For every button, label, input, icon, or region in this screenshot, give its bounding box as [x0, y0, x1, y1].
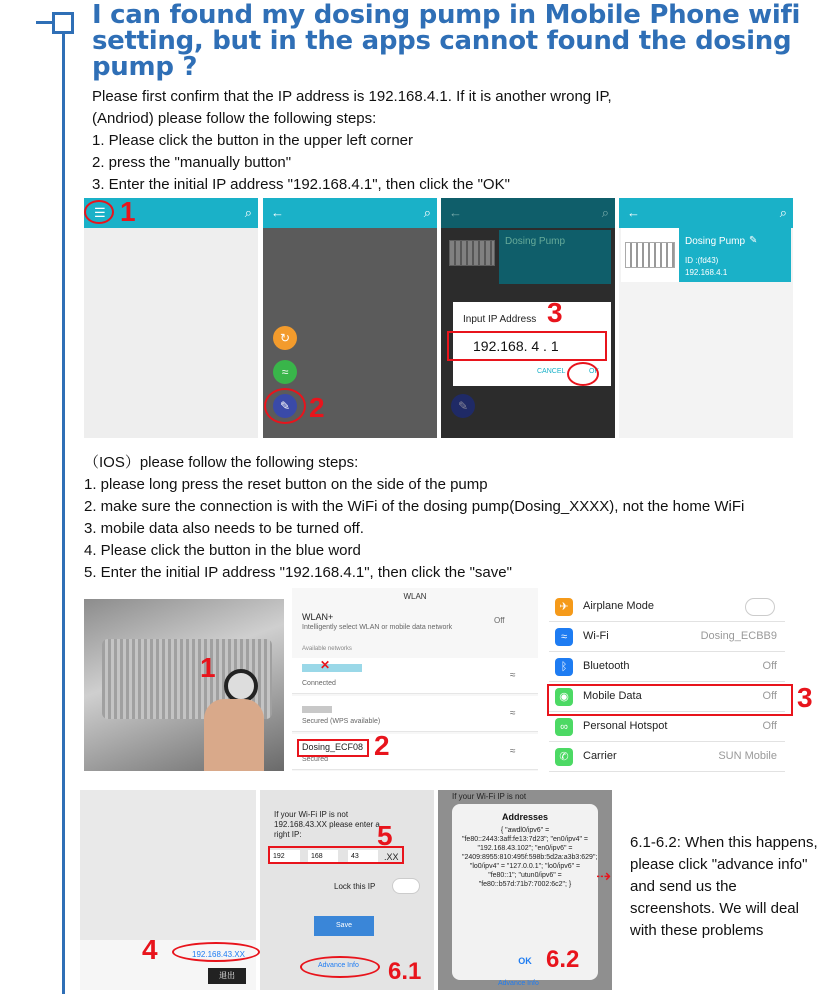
lock-ip-label: Lock this IP [334, 882, 376, 891]
wifi-icon[interactable]: ≈ [273, 360, 297, 384]
android-screen-home [84, 198, 258, 438]
wifi-message: If your Wi-Fi IP is not 192.168.43.XX please enter a right IP: [274, 810, 380, 839]
network-status: Connected [302, 680, 336, 687]
ios-line: 5. Enter the initial IP address "192.168.4.1", then click the "save" [84, 564, 512, 581]
settings-row-label: Airplane Mode [583, 600, 654, 612]
pump-photo [84, 599, 284, 771]
step-number: 6.2 [546, 946, 580, 973]
settings-row-value: Off [762, 690, 777, 702]
blurred-network-name [302, 664, 362, 672]
addresses-body: { "awdl0/ipv6" = "fe80::2443:3aff:fe13:7d23"; "en0/ipv4" = "192.168.43.102"; "en0/ipv6" = "2409:8955:810:495f:598b:5d2a:a3b3:629"; "lo0/ipv4" = "127.0.0.1"; "lo0/ipv6" = "fe80::1"; "utun0/ipv6" = "fe80::b57d:71b7:7002:6c2"; } [462, 827, 598, 888]
ios-line: （IOS）please follow the following steps: [84, 454, 359, 471]
ios-addresses-screen [438, 790, 612, 990]
android-intro [92, 86, 612, 196]
ip-field[interactable]: 168 [308, 850, 338, 864]
network-row[interactable] [292, 696, 538, 732]
finger [204, 699, 264, 771]
pencil-icon[interactable]: ✎ [273, 394, 297, 418]
wlan-plus-toggle[interactable]: Off [494, 616, 505, 625]
android-line: (Andriod) please follow the following steps: [92, 110, 377, 127]
pencil-icon[interactable]: ✎ [749, 235, 758, 246]
ip-field[interactable]: 43 [348, 850, 378, 864]
ip-suffix: .XX [384, 852, 399, 862]
ios-line: 1. please long press the reset button on the side of the pump [84, 476, 488, 493]
android-line: 2. press the "manually button" [92, 154, 292, 171]
android-line: 3. Enter the initial IP address "192.168.4.1", then click the "OK" [92, 176, 510, 193]
pump-image [449, 240, 495, 266]
settings-row[interactable] [549, 592, 785, 622]
settings-row-label: Bluetooth [583, 660, 630, 672]
settings-row-icon: ✆ [555, 748, 573, 766]
settings-row-label: Wi-Fi [583, 630, 609, 642]
back-arrow-icon[interactable]: ← [627, 205, 640, 220]
menu-icon[interactable]: ☰ [94, 205, 106, 220]
android-line: Please first confirm that the IP address is 192.168.4.1. If it is another wrong IP, [92, 88, 612, 105]
search-icon[interactable]: ⌕ [423, 205, 431, 220]
exit-button[interactable]: 退出 [208, 968, 246, 984]
highlight-ring [567, 362, 599, 386]
highlight-ring [172, 942, 260, 962]
app-bar [263, 198, 437, 228]
app-bar [619, 198, 793, 228]
ios-intro [84, 452, 744, 584]
highlight-box [447, 331, 607, 361]
lock-ip-toggle[interactable] [392, 878, 420, 894]
search-icon: ⌕ [601, 205, 609, 220]
android-line: 1. Please click the button in the upper left corner [92, 132, 414, 149]
highlight-ring [300, 956, 380, 978]
save-button[interactable]: Save [314, 916, 374, 936]
blurred-network-name [302, 706, 332, 713]
addresses-title: Addresses [501, 812, 549, 822]
search-icon[interactable]: ⌕ [244, 205, 252, 220]
wlan-plus-label: WLAN+ [302, 612, 334, 622]
ios-line: 2. make sure the connection is with the WiFi of the dosing pump(Dosing_XXXX), not the home WiFi [84, 498, 745, 515]
dialog-title: Input IP Address [463, 314, 537, 325]
airplane-toggle[interactable] [745, 598, 775, 616]
ok-button[interactable]: OK [589, 368, 600, 375]
app-bar [441, 198, 615, 228]
device-card-dim [499, 230, 611, 284]
settings-row[interactable] [549, 622, 785, 652]
cancel-button[interactable]: CANCEL [537, 368, 566, 375]
settings-row[interactable] [549, 742, 785, 772]
ip-input[interactable]: 192.168. 4 . 1 [473, 338, 559, 354]
settings-row-value: Off [762, 720, 777, 732]
bullet-square-icon [52, 12, 74, 34]
pump-image [625, 242, 675, 268]
settings-row-value: SUN Mobile [718, 750, 777, 762]
highlight-ring [84, 200, 114, 224]
step-number: 6.1 [388, 958, 422, 985]
settings-row-value: Off [762, 660, 777, 672]
wifi-icon: ≈ [510, 708, 516, 719]
ip-link[interactable]: 192.168.43.XX [192, 950, 245, 959]
settings-row[interactable] [549, 652, 785, 682]
settings-row[interactable] [549, 712, 785, 742]
advance-info-link[interactable]: Advance Info [498, 980, 539, 987]
network-name: Dosing_ECF08 [302, 742, 364, 752]
settings-row-icon: ∞ [555, 718, 573, 736]
step-number: 4 [142, 934, 158, 965]
android-screen-dialog [441, 198, 615, 438]
network-status: Secured [302, 756, 329, 763]
back-arrow-icon[interactable]: ← [271, 205, 284, 220]
settings-row-label: Personal Hotspot [583, 720, 668, 732]
available-networks-label: Available networks [302, 646, 352, 652]
wlan-plus-desc: Intelligently select WLAN or mobile data network [302, 624, 453, 631]
step-number: 1 [200, 652, 216, 683]
timeline-line [62, 22, 65, 994]
wlan-header: WLAN [403, 592, 427, 601]
pencil-icon: ✎ [451, 394, 475, 418]
device-ip: 192.168.4.1 [685, 268, 728, 277]
ios-line: 4. Please click the button in the blue word [84, 542, 361, 559]
arrow-right-icon: ⇢ [596, 866, 612, 886]
back-arrow-icon: ← [449, 205, 462, 220]
device-card[interactable] [679, 228, 791, 282]
device-id: ID :(fd43) [685, 256, 719, 265]
highlight-box [297, 739, 369, 757]
addresses-ok-button[interactable]: OK [518, 956, 532, 966]
ios-line: 3. mobile data also needs to be turned off. [84, 520, 364, 537]
refresh-icon[interactable]: ↻ [273, 326, 297, 350]
highlight-box [547, 684, 793, 716]
highlight-ring [264, 388, 306, 424]
advance-info-link[interactable]: Advance Info [318, 962, 359, 969]
wifi-icon: ≈ [510, 670, 516, 681]
settings-row-icon: ≈ [555, 628, 573, 646]
x-mark-icon: ✕ [320, 658, 331, 672]
step-number: 3 [547, 297, 563, 328]
wifi-message-top: If your Wi-Fi IP is not [452, 792, 527, 801]
settings-row-label: Carrier [583, 750, 617, 762]
settings-row-value: Dosing_ECBB9 [700, 630, 777, 642]
note-text: 6.1-6.2: When this happens, please click "advance info" and send us the screenshots. We will deal with these problems [630, 834, 818, 939]
search-icon[interactable]: ⌕ [779, 205, 787, 220]
settings-row-icon: ◉ [555, 688, 573, 706]
wifi-icon: ≈ [510, 746, 516, 757]
network-status: Secured (WPS available) [302, 718, 381, 725]
step-number: 2 [374, 730, 390, 761]
settings-row-label: Mobile Data [583, 690, 642, 702]
step-number: 2 [309, 392, 325, 423]
device-name: Dosing Pump [685, 236, 746, 247]
step-number: 1 [120, 196, 136, 227]
step-number: 3 [797, 682, 813, 713]
page-title: I can found my dosing pump in Mobile Phone wifi setting, but in the apps cannot found the dosing pump ? [92, 0, 801, 82]
device-name: Dosing Pump [505, 236, 566, 247]
ios-settings-screen [541, 590, 793, 774]
settings-row-icon: ✈ [555, 598, 573, 616]
ip-field[interactable]: 192 [270, 850, 300, 864]
network-row[interactable] [292, 658, 538, 694]
step-number: 5 [377, 820, 393, 851]
reset-knob-icon [224, 669, 258, 703]
android-screen-found [619, 198, 793, 438]
settings-row-icon: ᛒ [555, 658, 573, 676]
